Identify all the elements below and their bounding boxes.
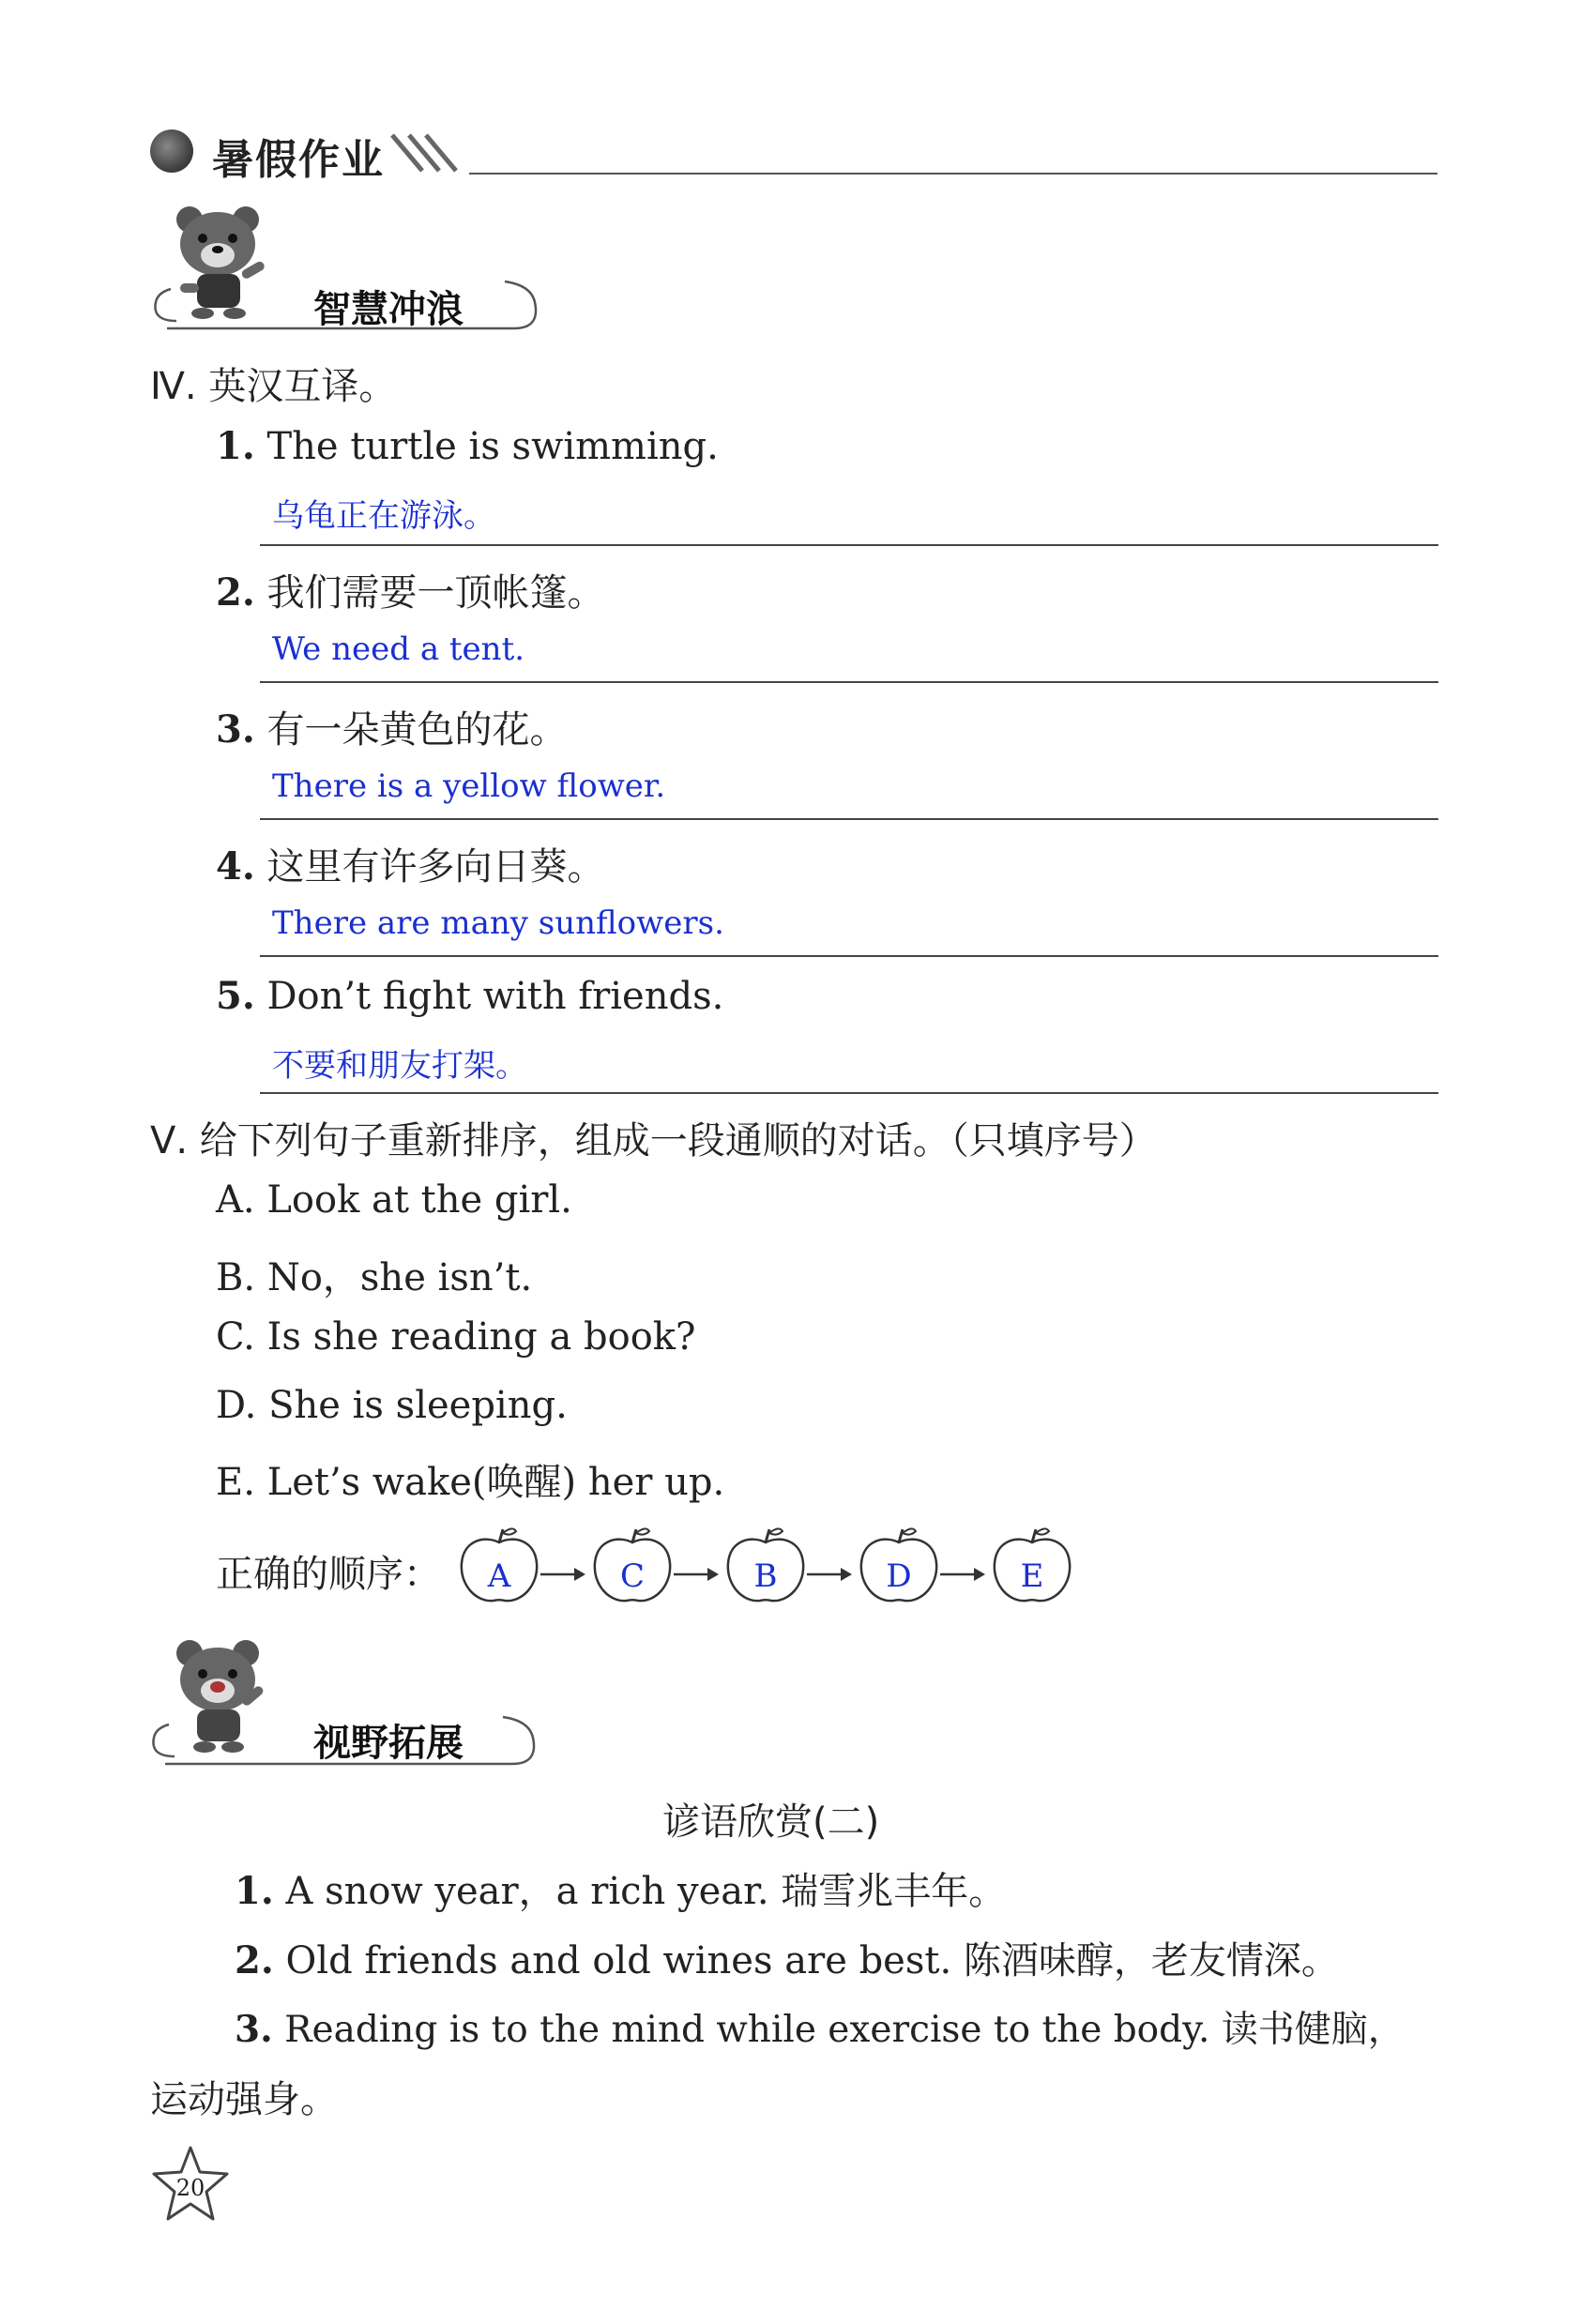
q4-heading: Ⅳ. 英汉互译。 [150, 365, 397, 408]
q4-item-3: 3. 有一朵黄色的花。 [216, 707, 568, 752]
section-banner-wisdom: 智慧冲浪 [313, 288, 464, 331]
q4-item-5: 5. Don’t fight with friends. [216, 974, 724, 1018]
order-answer-letter: B [753, 1557, 778, 1595]
q5-option-b: B. No，she isn’t. [216, 1256, 533, 1299]
header-slash-decoration [385, 131, 469, 175]
q4-item-1: 1. The turtle is swimming. [216, 424, 719, 468]
order-answer-letter: E [1020, 1557, 1044, 1595]
page-number-star-icon [150, 2144, 231, 2225]
arrow-right-icon [672, 1565, 719, 1584]
page-number: 20 [175, 2175, 205, 2201]
header-bullet [150, 129, 193, 173]
answer-line-5 [260, 1092, 1438, 1094]
arrow-right-icon [938, 1565, 985, 1584]
q5-heading: Ⅴ. 给下列句子重新排序，组成一段通顺的对话。（只填序号） [150, 1119, 1157, 1162]
answer-line-3 [260, 818, 1438, 820]
answer-line-4 [260, 955, 1438, 957]
q5-option-e: E. Let’s wake(唤醒) her up. [216, 1461, 725, 1504]
answer-line-2 [260, 681, 1438, 683]
answer-line-1 [260, 544, 1438, 546]
q5-option-c: C. Is she reading a book? [216, 1315, 696, 1359]
q5-option-a: A. Look at the girl. [216, 1178, 572, 1222]
section-banner-horizon: 视野拓展 [313, 1722, 464, 1765]
proverb-2: 2. Old friends and old wines are best. 陈酒味醇，老友情深。 [235, 1938, 1339, 1982]
order-answer-letter: D [886, 1557, 912, 1595]
q4-answer-4: There are many sunflowers. [272, 904, 724, 942]
proverb-3-continued: 运动强身。 [150, 2078, 338, 2121]
header-rule [469, 173, 1437, 175]
arrow-right-icon [539, 1565, 585, 1584]
q4-answer-5: 不要和朋友打架。 [272, 1047, 527, 1085]
order-answer-letter: A [487, 1557, 511, 1595]
q4-answer-3: There is a yellow flower. [272, 767, 666, 805]
q4-answer-2: We need a tent. [272, 630, 525, 668]
proverbs-title: 谚语欣赏(二) [662, 1800, 880, 1844]
header-title: 暑假作业 [212, 136, 385, 184]
order-label: 正确的顺序： [216, 1553, 441, 1596]
q4-item-4: 4. 这里有许多向日葵。 [216, 844, 605, 889]
q4-item-2: 2. 我们需要一顶帐篷。 [216, 570, 605, 615]
proverb-1: 1. A snow year，a rich year. 瑞雪兆丰年。 [235, 1869, 1007, 1913]
q4-answer-1: 乌龟正在游泳。 [272, 497, 495, 535]
arrow-right-icon [805, 1565, 852, 1584]
q5-option-d: D. She is sleeping. [216, 1384, 568, 1427]
proverb-3: 3. Reading is to the mind while exercise to the body. 读书健脑， [235, 2008, 1405, 2051]
order-answer-letter: C [619, 1557, 645, 1595]
